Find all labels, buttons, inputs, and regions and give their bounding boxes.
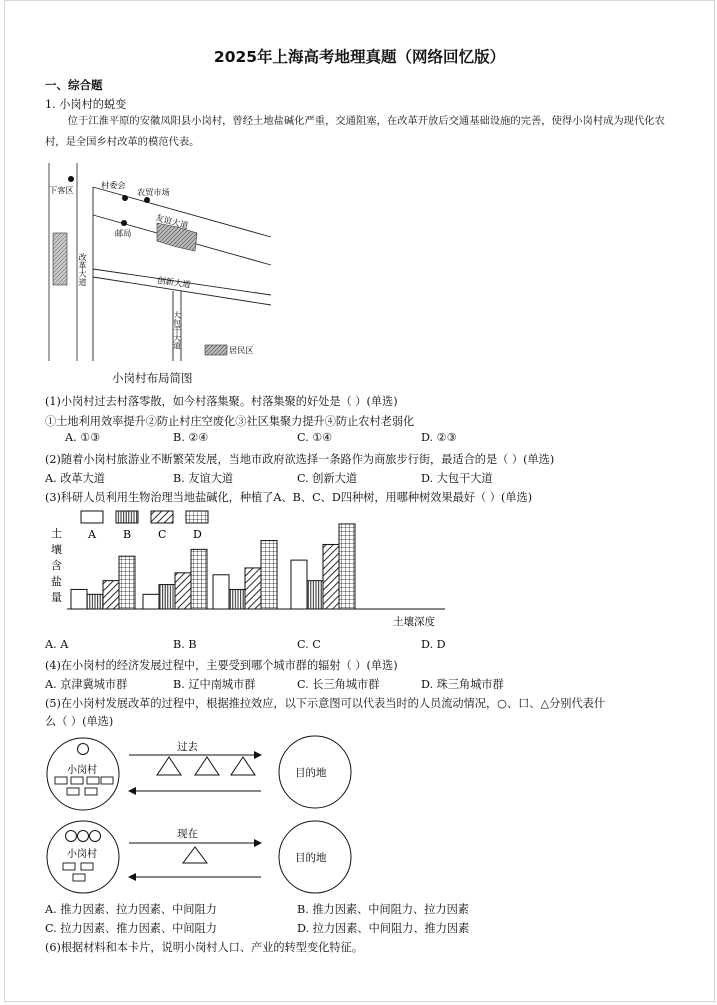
bar-b-group-1: [87, 594, 103, 609]
chart-ylabel-4: 盐: [51, 575, 62, 588]
chart-legend: [81, 511, 208, 541]
legend-label-c: C: [158, 528, 167, 541]
push-square-4: [101, 777, 113, 784]
section-heading: 一、综合题: [45, 78, 103, 92]
q5-option-b[interactable]: B. 推力因素、中间阻力、拉力因素: [297, 903, 469, 916]
q5-option-d[interactable]: D. 拉力因素、中间阻力、推力因素: [297, 922, 470, 935]
salt-chart: [45, 507, 465, 631]
bar-b-group-4: [307, 581, 323, 609]
legend-swatch-b: [116, 511, 138, 523]
bar-d-group-4: [339, 524, 355, 609]
q2-stem: (2)随着小岗村旅游业不断繁荣发展，当地市政府欲选择一条路作为商旅步行街，最适合的是（ ）(单选): [45, 453, 555, 466]
label-nongmao: 农贸市场: [137, 187, 170, 197]
q2-option-c[interactable]: C. 创新大道: [297, 472, 358, 485]
village-label-now: 小岗村: [67, 849, 97, 860]
push-square-6: [85, 788, 97, 795]
bar-a-group-2: [143, 594, 159, 609]
diagram-now: [47, 821, 351, 893]
q5-stem-line1: (5)在小岗村发展改革的过程中，根据推拉效应，以下示意图可以代表当时的人员流动情况，○、口、△分别代表什: [45, 697, 606, 710]
bar-c-group-2: [175, 573, 191, 609]
q3-option-b[interactable]: B. B: [173, 638, 197, 651]
bar-a-group-1: [71, 589, 87, 609]
bar-c-group-1: [103, 581, 119, 609]
exam-page: [4, 0, 715, 1002]
q4-option-d[interactable]: D. 珠三角城市群: [421, 678, 504, 691]
q1-option-d[interactable]: D. ②③: [421, 431, 457, 444]
label-past: 过去: [177, 741, 198, 753]
push-square-now-3: [73, 874, 85, 881]
question-1-intro: 位于江淮平原的安徽凤阳县小岗村，曾经土地盐碱化严重，交通阻塞，在改革开放后交通基础设施的完善，使得小岗村成为现代化农村，是全国乡村改革的模范代表。: [45, 115, 665, 148]
q1-items: ①土地利用效率提升②防止村庄空废化③社区集聚力提升④防止农村老弱化: [45, 415, 415, 428]
q4-stem: (4)在小岗村的经济发展过程中，主要受到哪个城市群的辐射（ ）(单选): [45, 659, 398, 672]
bar-d-group-2: [191, 549, 207, 609]
destination-label-past: 目的地: [295, 767, 327, 779]
q1-option-b[interactable]: B. ②④: [173, 431, 209, 444]
chart-bars: [71, 524, 355, 609]
question-1-heading: 1. 小岗村的蜕变: [45, 98, 127, 111]
push-square-2: [71, 777, 83, 784]
push-square-5: [67, 788, 79, 795]
diagram-past: [47, 736, 351, 810]
chart-xlabel: 土壤深度: [393, 616, 435, 628]
q2-option-a[interactable]: A. 改革大道: [45, 472, 105, 485]
pull-circle-now-3: [90, 831, 101, 842]
bar-c-group-3: [245, 568, 261, 609]
pull-circle-now-2: [78, 831, 89, 842]
q1-stem: (1)小岗村过去村落零散，如今村落集聚。村落集聚的好处是（ ）(单选): [45, 395, 398, 408]
bar-a-group-4: [291, 560, 307, 609]
legend-swatch-d: [186, 511, 208, 523]
pull-circle-now-1: [66, 831, 77, 842]
q5-stem-line2: 么（ ）(单选): [45, 715, 114, 728]
legend-swatch-a: [81, 511, 103, 523]
q4-option-b[interactable]: B. 辽中南城市群: [173, 678, 256, 691]
legend-label-a: A: [88, 528, 96, 541]
q3-stem: (3)科研人员利用生物治理当地盐碱化，种植了A、B、C、D四种树，用哪种树效果最好（ ）(单选): [45, 491, 533, 504]
q5-option-a[interactable]: A. 推力因素、拉力因素、中间阻力: [45, 903, 217, 916]
push-square-now-1: [63, 863, 75, 870]
q1-option-c[interactable]: C. ①④: [297, 431, 333, 444]
village-label-past: 小岗村: [67, 765, 97, 776]
bar-b-group-2: [159, 585, 175, 609]
chart-ylabel-2: 壤: [51, 543, 62, 556]
q4-option-c[interactable]: C. 长三角城市群: [297, 678, 380, 691]
cunweihui-point: [122, 195, 128, 201]
destination-label-now: 目的地: [295, 852, 327, 864]
village-map: [45, 161, 285, 391]
legend-residential-swatch: [205, 345, 227, 355]
page-title: 2025年上海高考地理真题（网络回忆版）: [213, 48, 506, 66]
label-dabao-road: 大包干大道: [172, 311, 182, 349]
bar-d-group-1: [119, 556, 135, 609]
bar-d-group-3: [261, 541, 277, 609]
q1-option-a[interactable]: A. ①③: [65, 431, 101, 444]
label-chuangxin-road: 创新大道: [156, 275, 192, 290]
legend-residential-label: 居民区: [229, 345, 254, 355]
q5-option-c[interactable]: C. 拉力因素、推力因素、中间阻力: [45, 922, 217, 935]
q3-option-a[interactable]: A. A: [45, 638, 69, 651]
bar-c-group-4: [323, 544, 339, 609]
q4-option-a[interactable]: A. 京津冀城市群: [45, 678, 128, 691]
chart-ylabel-5: 量: [51, 591, 62, 604]
q3-option-c[interactable]: C. C: [297, 638, 321, 651]
legend-label-b: B: [123, 528, 132, 541]
push-pull-diagram: [45, 735, 365, 895]
label-youju: 邮局: [115, 228, 132, 238]
map-caption: 小岗村布局简图: [112, 371, 193, 385]
barrier-triangle-2: [195, 757, 219, 775]
bar-a-group-3: [213, 575, 229, 609]
bar-b-group-3: [229, 589, 245, 609]
barrier-triangle-now: [183, 847, 207, 863]
label-now: 现在: [177, 828, 198, 840]
label-gaige-road: 改革大道: [78, 253, 88, 286]
barrier-triangle-1: [157, 757, 181, 775]
pull-circle-past: [78, 744, 89, 755]
q2-option-d[interactable]: D. 大包干大道: [421, 472, 493, 485]
barrier-triangle-3: [231, 757, 255, 775]
q3-option-d[interactable]: D. D: [421, 638, 446, 651]
label-youyi-road: 友谊大道: [154, 212, 190, 231]
chart-ylabel-1: 土: [51, 527, 62, 540]
xiake-point: [68, 176, 74, 182]
push-square-3: [87, 777, 99, 784]
push-square-now-2: [81, 863, 93, 870]
label-xiake: 下客区: [49, 185, 74, 195]
push-square-1: [55, 777, 67, 784]
legend-label-d: D: [193, 528, 202, 541]
label-cunweihui: 村委会: [101, 180, 126, 190]
youju-point: [121, 220, 127, 226]
chart-ylabel-3: 含: [51, 559, 62, 572]
legend-swatch-c: [151, 511, 173, 523]
residential-block-west: [53, 233, 67, 285]
q2-option-b[interactable]: B. 友谊大道: [173, 472, 234, 485]
q6-stem: (6)根据材料和本卡片，说明小岗村人口、产业的转型变化特征。: [45, 941, 363, 954]
nongmao-point: [144, 197, 150, 203]
